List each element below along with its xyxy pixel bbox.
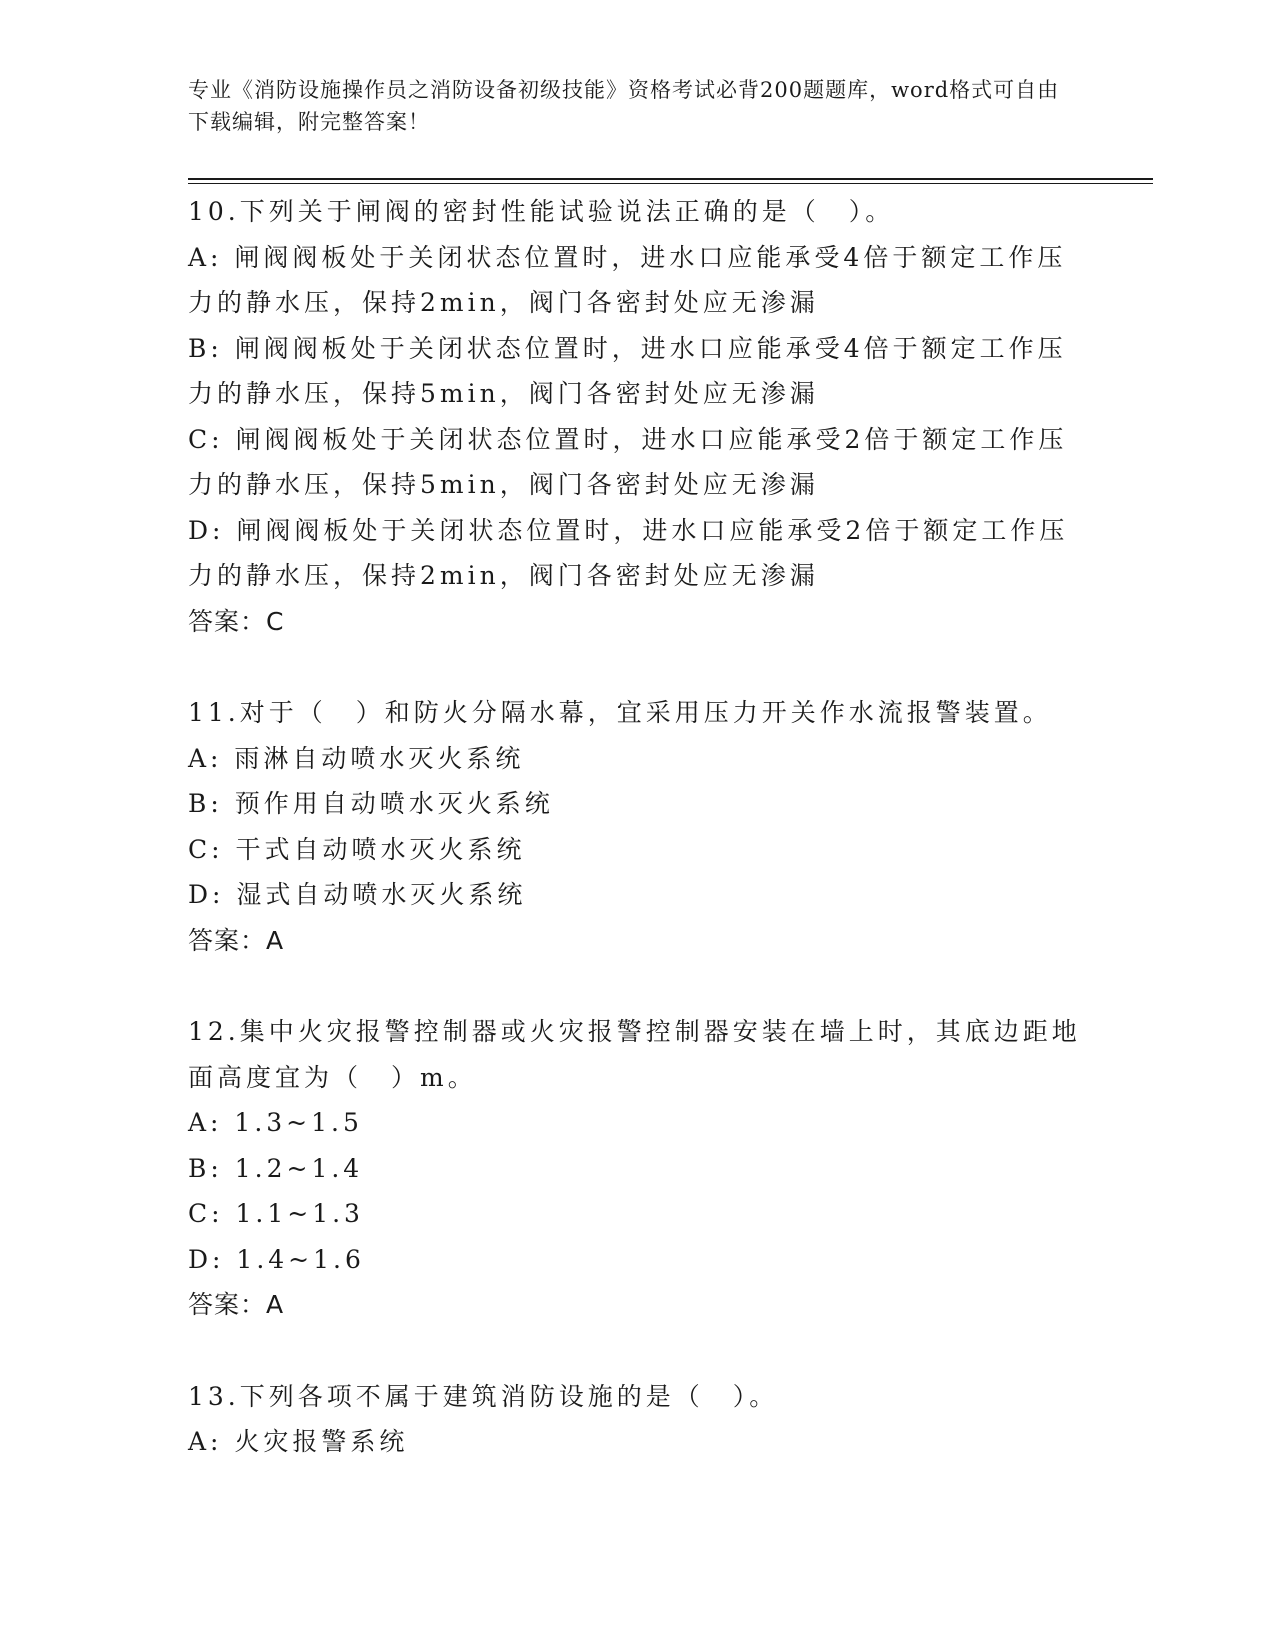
answer-option: 力的静水压，保持2min，阀门各密封处应无渗漏 [188, 288, 819, 317]
answer-key: 答案：C [188, 606, 285, 636]
question-stem: 10.下列关于闸阀的密封性能试验说法正确的是（ ）。 [188, 197, 895, 226]
question-stem: 面高度宜为（ ）m。 [188, 1062, 477, 1092]
question-block [188, 1009, 1088, 1328]
header-rule-thick [188, 178, 1153, 180]
document-header: 专业《消防设施操作员之消防设备初级技能》资格考试必背200题题库，word格式可自由下载编辑，附完整答案！ [188, 78, 1060, 134]
question-stem: 13.下列各项不属于建筑消防设施的是（ ）。 [188, 1381, 779, 1411]
answer-option: D: 1.4~1.6 [188, 1244, 365, 1274]
header-rule-thin [188, 183, 1153, 184]
answer-option: 力的静水压，保持5min，阀门各密封处应无渗漏 [188, 379, 819, 408]
answer-key: 答案：A [188, 1290, 285, 1319]
answer-option: B: 1.2~1.4 [188, 1153, 364, 1183]
question-block [188, 1374, 1088, 1465]
answer-option: D: 闸阀阀板处于关闭状态位置时，进水口应能承受2倍于额定工作压 [188, 515, 1069, 545]
question-stem: 12.集中火灾报警控制器或火灾报警控制器安装在墙上时，其底边距地 [188, 1017, 1081, 1046]
answer-option: A: 1.3~1.5 [188, 1108, 363, 1137]
answer-option: 力的静水压，保持5min，阀门各密封处应无渗漏 [188, 470, 819, 499]
question-list [188, 189, 1088, 1511]
answer-option: A: 闸阀阀板处于关闭状态位置时，进水口应能承受4倍于额定工作压 [188, 242, 1067, 272]
answer-option: C: 闸阀阀板处于关闭状态位置时，进水口应能承受2倍于额定工作压 [188, 424, 1068, 454]
answer-option: A: 火灾报警系统 [188, 1427, 409, 1456]
answer-option: 力的静水压，保持2min，阀门各密封处应无渗漏 [188, 561, 819, 590]
answer-option: D: 湿式自动喷水灭火系统 [188, 880, 527, 909]
question-block [188, 690, 1088, 963]
answer-option: B: 预作用自动喷水灭火系统 [188, 789, 554, 818]
question-stem: 11.对于（ ）和防火分隔水幕，宜采用压力开关作水流报警装置。 [188, 698, 1052, 727]
question-block [188, 189, 1088, 644]
answer-option: C: 干式自动喷水灭火系统 [188, 834, 526, 864]
answer-option: B: 闸阀阀板处于关闭状态位置时，进水口应能承受4倍于额定工作压 [188, 333, 1067, 363]
answer-option: A: 雨淋自动喷水灭火系统 [188, 743, 525, 773]
answer-option: C: 1.1~1.3 [188, 1199, 364, 1228]
answer-key: 答案：A [188, 925, 285, 955]
